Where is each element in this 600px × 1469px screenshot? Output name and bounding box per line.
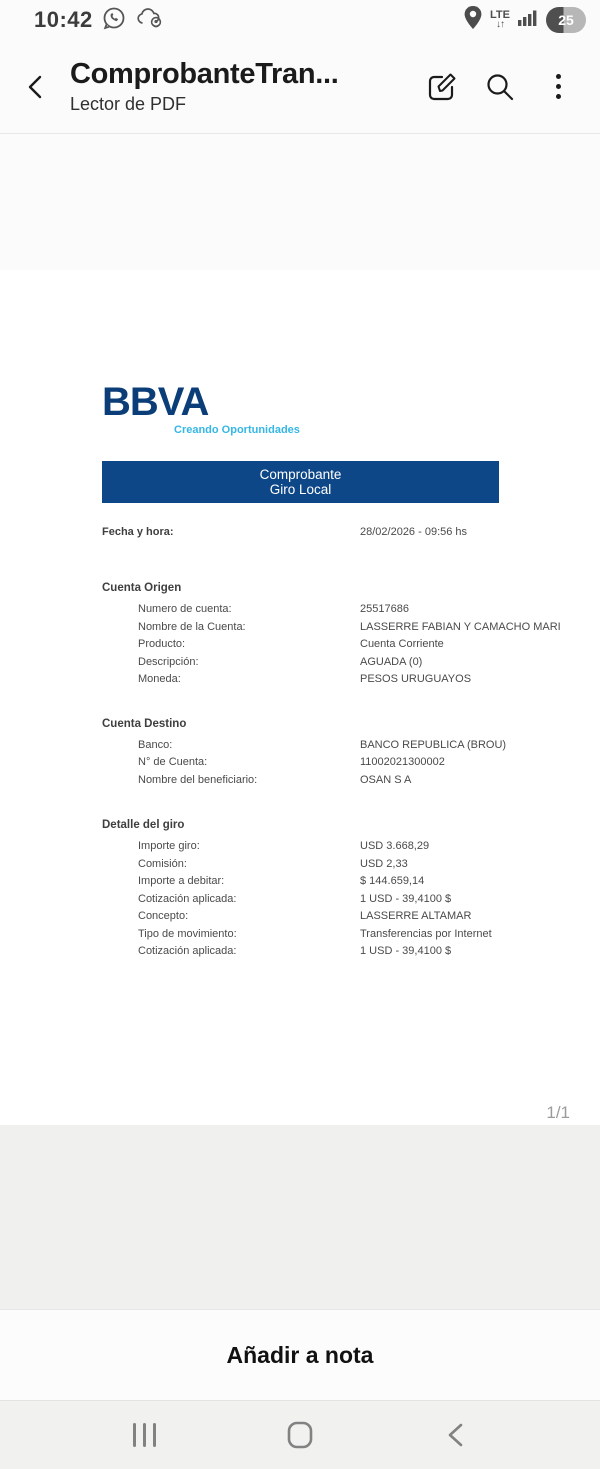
search-icon: [484, 71, 516, 103]
fecha-row: Fecha y hora: 28/02/2026 - 09:56 hs: [102, 526, 468, 538]
bbva-logo: BBVA: [102, 380, 209, 424]
add-to-note-bar[interactable]: [0, 1309, 600, 1400]
pdf-page: [0, 270, 600, 1125]
section-title-detalle-del-giro: Detalle del giro: [102, 819, 185, 831]
more-options-icon: [556, 74, 561, 99]
bbva-tagline: Creando Oportunidades: [174, 424, 300, 436]
status-time: 10:42: [34, 7, 93, 32]
section-cuenta-destino: [102, 737, 507, 790]
section-cuenta-origen: [102, 601, 561, 689]
back-chevron-icon: [445, 1421, 467, 1449]
document-title: ComprobanteTran...: [70, 58, 339, 90]
field-row: Producto: Cuenta Corriente: [138, 638, 444, 650]
nav-back-button[interactable]: [430, 1409, 482, 1461]
battery-indicator: 25: [546, 7, 586, 33]
edit-icon: [425, 70, 459, 104]
app-name-label: Lector de PDF: [70, 94, 187, 114]
section-detalle-del-giro: [102, 838, 499, 961]
pdf-viewer-canvas[interactable]: [0, 270, 600, 1309]
comprobante-banner: Comprobante Giro Local: [102, 461, 499, 503]
field-row: Descripción: AGUADA (0): [138, 655, 423, 668]
page-indicator: 1/1: [546, 1103, 570, 1122]
field-row: Nombre de la Cuenta: LASSERRE FABIAN Y CAMACHO MARI: [138, 620, 561, 633]
field-row: Cotización aplicada: 1 USD - 39,4100 $: [138, 892, 452, 905]
lte-indicator: LTE ↓↑: [490, 9, 510, 30]
field-row: Importe a debitar: $ 144.659,14: [138, 875, 425, 887]
field-row: Banco: BANCO REPUBLICA (BROU): [138, 738, 507, 751]
recents-button[interactable]: [118, 1409, 170, 1461]
status-bar: [0, 0, 600, 40]
add-to-note-label: Añadir a nota: [226, 1341, 374, 1368]
recents-icon: [133, 1423, 156, 1447]
section-title-cuenta-destino: Cuenta Destino: [102, 717, 187, 730]
back-button[interactable]: [14, 65, 58, 109]
location-active-icon: [463, 5, 483, 36]
android-nav-bar: [0, 1400, 600, 1469]
cloud-location-notification-icon: [135, 6, 165, 35]
whatsapp-notification-icon: [101, 5, 127, 36]
data-arrows-icon: ↓↑: [496, 19, 505, 30]
signal-strength-icon: [517, 7, 539, 34]
field-row: Tipo de movimiento: Transferencias por Internet: [138, 927, 492, 940]
field-row: Moneda: PESOS URUGUAYOS: [138, 673, 472, 685]
search-button[interactable]: [476, 63, 524, 111]
home-button[interactable]: [274, 1409, 326, 1461]
field-row: N° de Cuenta: 11002021300002: [138, 756, 445, 768]
field-row: Cotización aplicada: 1 USD - 39,4100 $: [138, 945, 452, 957]
pdf-viewer-header: [0, 40, 600, 134]
field-row: Numero de cuenta: 25517686: [138, 603, 409, 615]
field-row: Concepto: LASSERRE ALTAMAR: [138, 910, 472, 922]
section-title-cuenta-origen: Cuenta Origen: [102, 582, 182, 594]
home-icon: [287, 1421, 313, 1449]
edit-annotate-button[interactable]: [418, 63, 466, 111]
overflow-menu-button[interactable]: [534, 63, 582, 111]
field-row: Comisión: USD 2,33: [138, 857, 408, 870]
field-row: Nombre del beneficiario: OSAN S A: [138, 773, 412, 786]
field-row: Importe giro: USD 3.668,29: [138, 840, 430, 852]
